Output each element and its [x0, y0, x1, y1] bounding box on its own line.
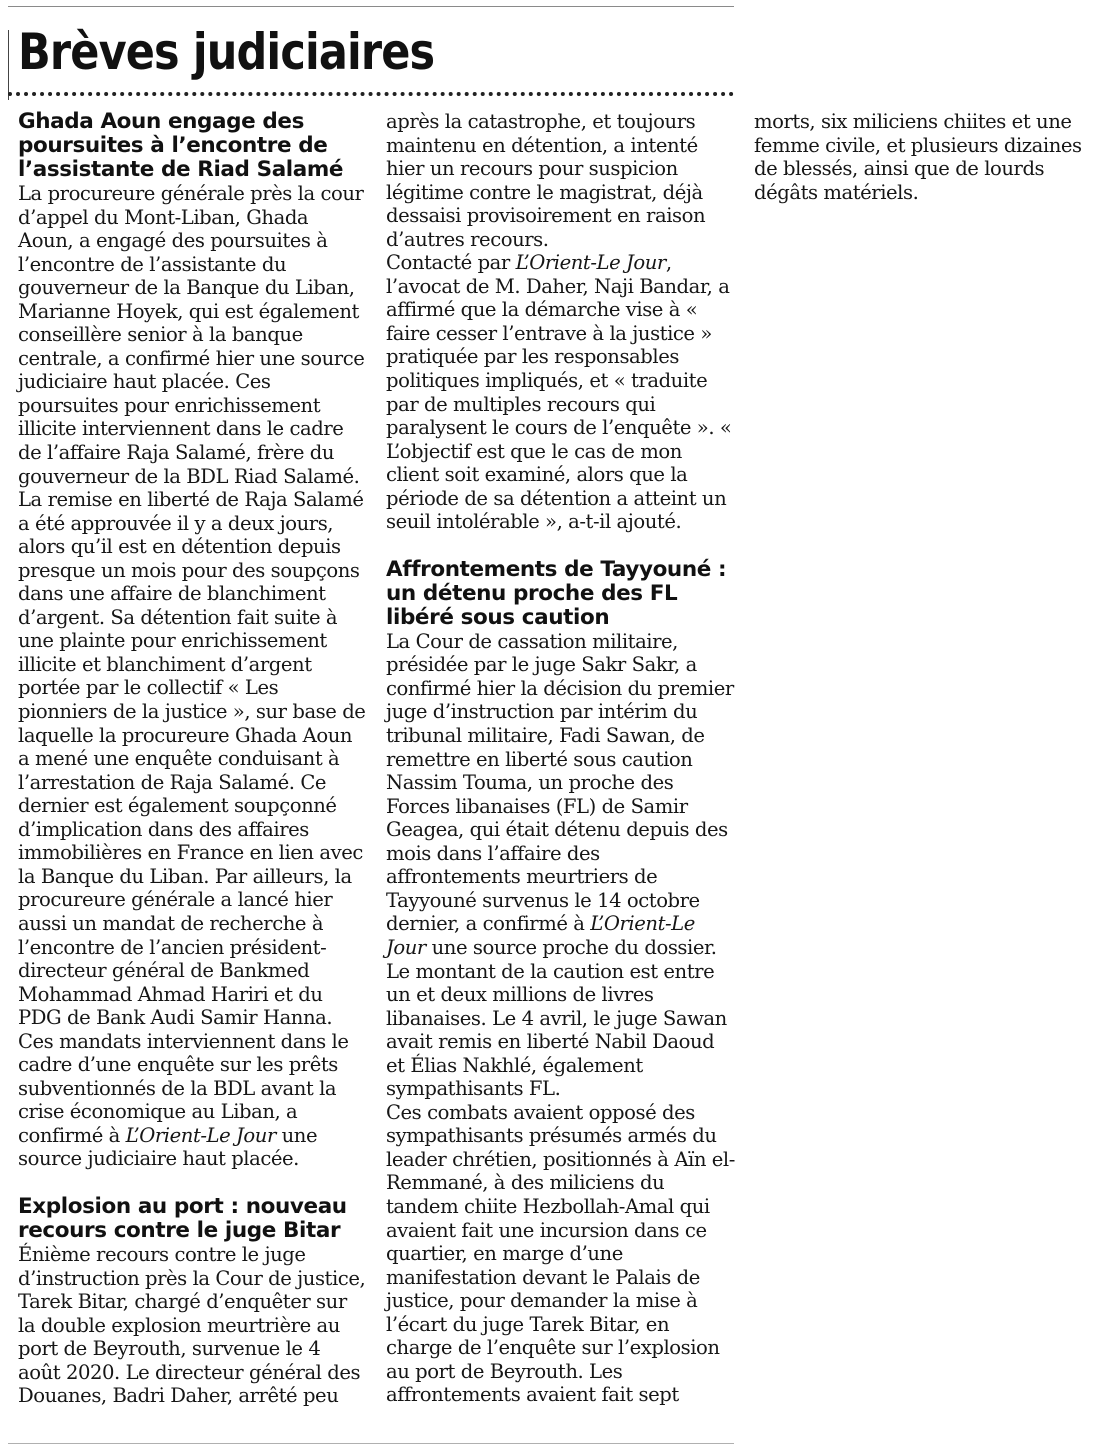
article-body	[386, 630, 736, 1101]
article-headline	[18, 110, 368, 182]
article-columns	[18, 109, 1082, 1426]
article-aoun	[18, 110, 368, 1171]
body-text-end: , l’avocat de M. Daher, Naji Bandar, a affirmé que la démarche vise à « faire cesser l’entrave à la justice » pratiquée par les responsables politiques impliqués, et « traduite par de multiples recours qui paralysent le cours de l’enquête ». « L’objectif est que le cas de mon client soit examiné, alors que la période de sa détention a atteint un seuil intolérable », a-t-il ajouté.	[386, 251, 732, 534]
body-text: Énième recours contre le juge d’instruction près la Cour de justice, Tarek Bitar, chargé d’enquêter sur la double explosion meurtrière au port de Beyrouth, survenue le 4 août 2020. Le directeur général des Douanes, Badri Daher, arrêté peu après la catastrophe, et toujours maintenu en détention, a intenté hier un recours pour suspicion légitime contre le magistrat, déjà dessaisi provisoirement en raison d’autres recours.	[18, 110, 706, 1408]
top-rule	[8, 6, 734, 7]
headline-text: Explosion au port : nouveau recours contre le juge Bitar	[18, 1193, 347, 1243]
page-title: Brèves judiciaires	[18, 23, 435, 81]
article-headline	[386, 558, 736, 630]
body-text: La procureure générale près la cour d’appel du Mont-Liban, Ghada Aoun, a engagé des poursuites à l’encontre de l’assistante du gouverneur de la Banque du Liban, Marianne Hoyek, qui est également conseillère senior à la banque centrale, a confirmé hier une source judiciaire haut placée. Ces poursuites pour enrichissement illicite interviennent dans le cadre de l’affaire Raja Salamé, frère du gouverneur de la BDL Riad Salamé. La remise en liberté de Raja Salamé a été approuvée il y a deux jours, alors qu’il est en détention depuis presque un mois pour des soupçons dans une affaire de blanchiment d’argent. Sa détention fait suite à une plainte pour enrichissement illicite et blanchiment d’argent portée par le collectif « Les pionniers de la justice », sur base de laquelle la procureure Ghada Aoun a mené une enquête conduisant à l’arrestation de Raja Salamé. Ce dernier est également soupçonné d’implication dans des affaires immobilières en France en lien avec la Banque du Liban. Par ailleurs, la procureure générale a lancé hier aussi un mandat de recherche à l’encontre de l’ancien président-directeur général de Bankmed Mohammad Ahmad Hariri et du PDG de Bank Audi Samir Hanna. Ces mandats interviennent dans le cadre d’une enquête sur les prêts subventionnés de la BDL avant la crise économique au Liban, a confirmé à	[18, 182, 366, 1147]
newspaper-name: L’Orient-Le Jour	[515, 251, 666, 275]
left-rule	[8, 30, 9, 100]
body-text: La Cour de cassation militaire, présidée par le juge Sakr Sakr, a confirmé hier la décision du premier juge d’instruction par intérim du tribunal militaire, Fadi Sawan, de remettre en liberté sous caution Nassim Touma, un proche des Forces libanaises (FL) de Samir Geagea, qui était détenu depuis des mois dans l’affaire des affrontements meurtriers de Tayyouné survenus le 14 octobre dernier, a confirmé à	[386, 629, 734, 936]
body-text-end: une source proche du dossier. Le montant de la caution est entre un et deux millions de livres libanaises. Le 4 avril, le juge Sawan avait remis en liberté Nabil Daoud et Élias Nakhlé, également sympathisants FL.	[386, 935, 727, 1101]
bottom-rule	[8, 1443, 734, 1444]
headline-text: Ghada Aoun engage des poursuites à l’encontre de l’assistante de Riad Salamé	[18, 109, 344, 182]
dotted-rule	[8, 92, 734, 96]
headline-text: Affrontements de Tayyouné : un détenu proche des FL libéré sous caution	[386, 556, 727, 630]
article-body	[18, 182, 368, 1171]
newspaper-name: L’Orient-Le Jour	[386, 912, 695, 959]
body-text: Ces combats avaient opposé des sympathisants présumés armés du leader chrétien, positionnés à Aïn el-Remmané, à des miliciens du tandem chiite Hezbollah-Amal qui avaient fait une incursion dans ce quartier, en marge d’une manifestation devant le Palais de justice, pour demander la mise à l’écart du juge Tarek Bitar, en charge de l’enquête sur l’explosion au port de Beyrouth. Les affrontements avaient fait sept morts, six miliciens chiites et une femme civile, et plusieurs dizaines de blessés, ainsi que de lourds dégâts matériels.	[386, 110, 1082, 1407]
body-text: Contacté par	[386, 251, 516, 275]
article-body-2	[386, 251, 736, 534]
body-text-end: une source judiciaire haut placée.	[18, 1123, 318, 1171]
newspaper-name: L’Orient-Le Jour	[125, 1123, 276, 1147]
article-headline	[18, 1195, 368, 1243]
